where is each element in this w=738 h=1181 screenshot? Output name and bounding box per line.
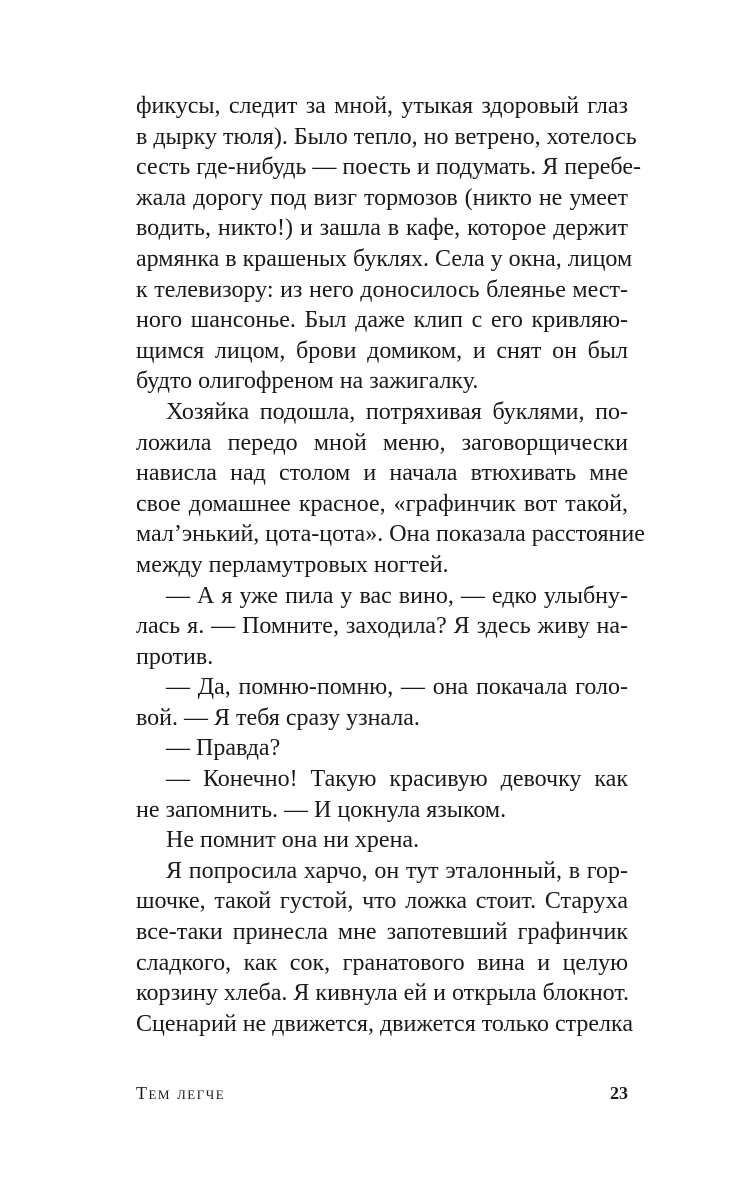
- text-line: — Да, помню-помню, — она покачала голо-: [166, 674, 628, 701]
- running-title: Тем легче: [136, 1083, 226, 1103]
- text-line: — Конечно! Такую красивую девочку как: [166, 766, 628, 793]
- text-line: вой. — Я тебя сразу узнала.: [136, 704, 420, 731]
- text-line: между перламутровых ногтей.: [136, 551, 449, 578]
- text-line: не запомнить. — И цокнула языком.: [136, 796, 507, 823]
- text-line: сесть где-нибудь — поесть и подумать. Я перебе-: [136, 154, 641, 181]
- text-line: к телевизору: из него доносилось блеянье мест-: [136, 276, 628, 303]
- text-line: мал’энький, цота-цота». Она показала расстояние: [136, 521, 645, 548]
- text-line: фикусы, следит за мной, утыкая здоровый глаз: [136, 93, 628, 119]
- text-line: лась я. — Помните, заходила? Я здесь живу на-: [136, 613, 628, 640]
- text-line: Сценарий не движется, движется только стрелка: [136, 1010, 633, 1037]
- text-line: водить, никто!) и зашла в кафе, которое держит: [136, 215, 628, 242]
- page-number: 23: [610, 1083, 628, 1103]
- text-line: — Правда?: [166, 735, 281, 762]
- text-line: Не помнит она ни хрена.: [166, 827, 420, 854]
- text-line: сладкого, как сок, гранатового вина и целую: [136, 949, 628, 976]
- page-footer: [136, 1083, 628, 1107]
- text-line: нависла над столом и начала втюхивать мне: [136, 460, 628, 487]
- body-text: [136, 91, 645, 1039]
- text-line: ложила передо мной меню, заговорщически: [136, 429, 628, 456]
- text-line: щимся лицом, брови домиком, и снят он был: [136, 337, 628, 364]
- text-line: — А я уже пила у вас вино, — едко улыбну-: [166, 582, 628, 609]
- text-line: против.: [136, 643, 214, 670]
- text-line: жала дорогу под визг тормозов (никто не умеет: [136, 184, 628, 211]
- text-line: Хозяйка подошла, потряхивая буклями, по-: [166, 398, 628, 425]
- text-line: свое домашнее красное, «графинчик вот такой,: [136, 490, 628, 517]
- text-line: шочке, такой густой, что ложка стоит. Старуха: [136, 888, 628, 915]
- text-line: будто олигофреном на зажигалку.: [136, 368, 479, 395]
- text-line: корзину хлеба. Я кивнула ей и открыла блокнот.: [136, 980, 630, 1007]
- text-line: ного шансонье. Был даже клип с его кривляю-: [136, 307, 628, 334]
- text-line: Я попросила харчо, он тут эталонный, в гор-: [166, 857, 628, 884]
- text-line: армянка в крашеных буклях. Села у окна, лицом: [136, 245, 633, 272]
- text-line: в дырку тюля). Было тепло, но ветрено, хотелось: [136, 123, 637, 150]
- text-line: все-таки принесла мне запотевший графинчик: [136, 919, 628, 946]
